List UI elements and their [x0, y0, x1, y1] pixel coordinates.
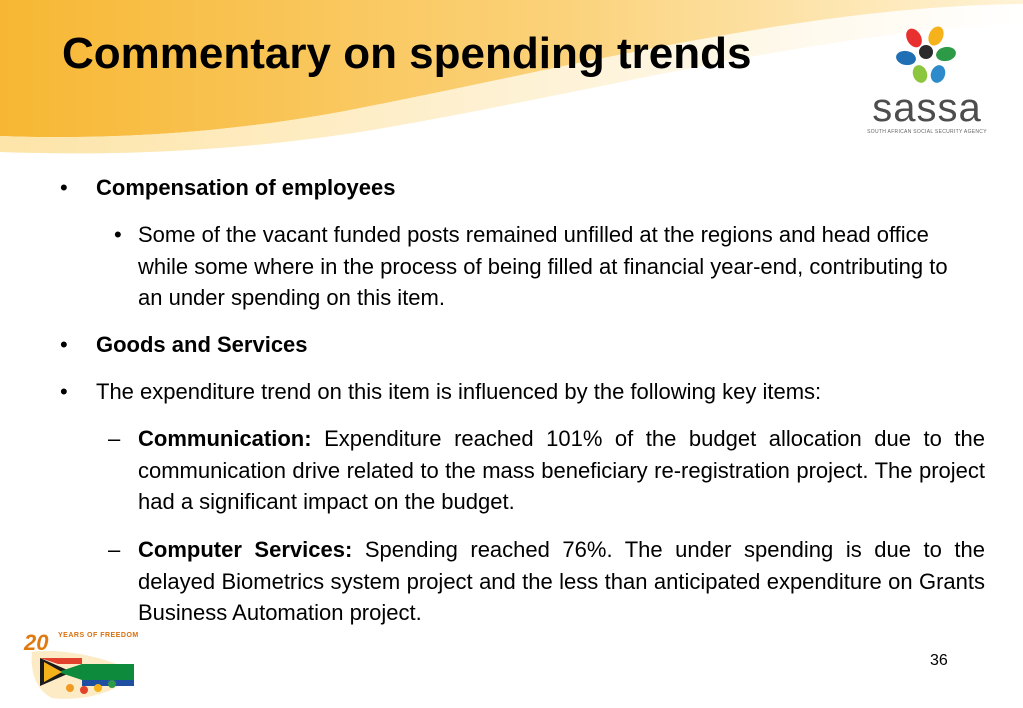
sassa-subtitle: SOUTH AFRICAN SOCIAL SECURITY AGENCY — [867, 129, 987, 135]
computer-services-label: Computer Services: — [138, 537, 353, 562]
freedom-logo — [22, 628, 142, 704]
communication-label: Communication: — [138, 426, 312, 451]
sub-bullet-icon: • — [114, 222, 122, 247]
heading-goods-services — [96, 329, 976, 361]
bullet-icon: • — [60, 175, 68, 200]
computer-services-text: Spending reached 76%. The under spending is due to the delayed Biometrics system project and the less than anticipated expenditure on Grants Business Automation project. — [138, 537, 985, 625]
expenditure-trend-text: The expenditure trend on this item is influenced by the following key items: — [96, 379, 822, 404]
communication-text: Expenditure reached 101% of the budget allocation due to the communication drive related to the mass beneficiary re-registration project. The project had a significant impact on the budget. — [138, 426, 985, 514]
slide-title: Commentary on spending trends — [62, 29, 752, 78]
computer-services-item — [138, 534, 985, 629]
communication-item — [138, 423, 985, 518]
heading-compensation — [96, 172, 976, 204]
heading-text: Goods and Services — [96, 332, 308, 357]
sassa-wordmark: sassa — [872, 86, 982, 130]
dash-icon: – — [108, 537, 121, 562]
heading-text: Compensation of employees — [96, 175, 396, 200]
freedom-text: YEARS OF FREEDOM — [58, 632, 139, 639]
compensation-detail: Some of the vacant funded posts remained unfilled at the regions and head office while some where in the process of being filled at financial year-end, contributing to an under spending on this item. — [138, 222, 948, 310]
dash-icon: – — [108, 426, 121, 451]
bullet-icon: • — [60, 332, 68, 357]
freedom-number: 20 — [24, 630, 49, 655]
page-number: 36 — [930, 652, 948, 669]
hands-emblem-icon — [890, 22, 962, 88]
bullet-icon: • — [60, 379, 68, 404]
sassa-logo — [862, 22, 992, 140]
